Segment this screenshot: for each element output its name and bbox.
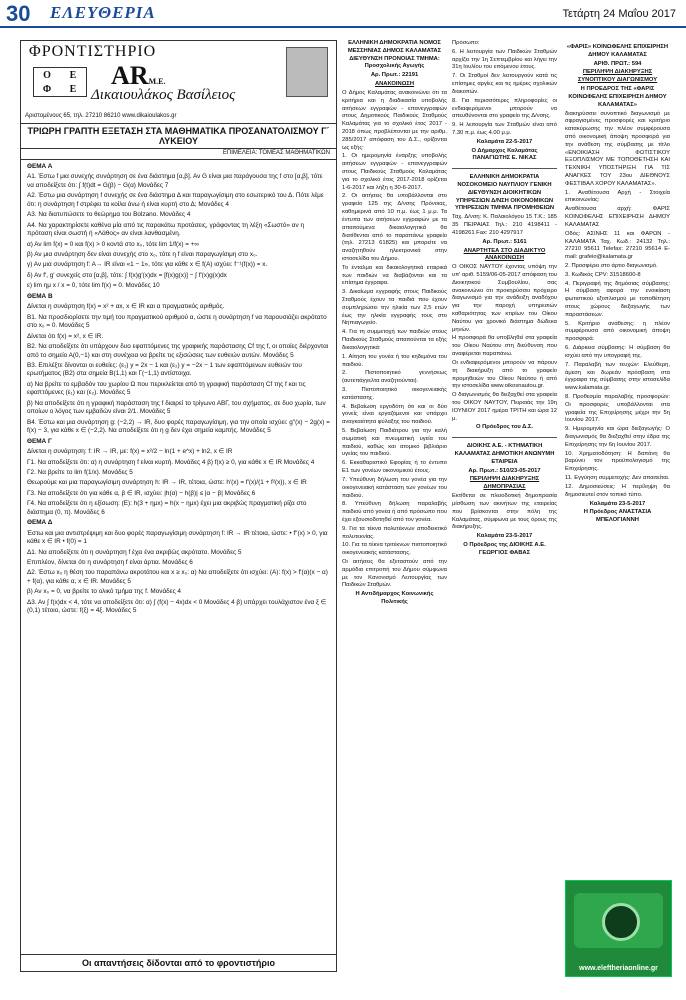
notice-paragraph: 6. Η λειτουργία των Παιδικών Σταθμών αρχίζει την 1η Σεπτεμβρίου και λήγει την 31η Ιουλίου του επόμενου έτους. <box>452 48 557 71</box>
notice-paragraph: Ταχ. Δ/νση: Κ. Παλαιολόγου 15 Τ.Κ.: 185 35 ΠΕΙΡΑΙΑΣ Τηλ.: 210 4198411 - 4198261 Fax: 210 4297917 <box>452 214 557 236</box>
notice-paragraph: 2. Οι αιτήσεις θα υποβάλλονται στο γραφείο 125 της Δ/νσης Πρόνοιας, καθημερινά από 10 π.μ. έως 1 μ.μ. Τα έντυπα των αιτήσεων εγγραφών με τα απαιτούμενα δικαιολογητικά θα διατίθενται από το παραπάνω γραφείο (τηλ. 27213 61825) και μπορείτε να αναζητηθούν ηλεκτρονικά στην ιστοσελίδα του Δήμου. <box>342 193 447 262</box>
notice-paragraph: ΠΕΡΙΛΗΨΗ ΔΙΑΚΗΡΥΞΗΣ ΣΥΝΟΠΤΙΚΟΥ ΔΙΑΓΩΝΙΣΜΟΥ <box>577 69 658 84</box>
exam-line: Επιπλέον, δίνεται ότι η συνάρτηση f είναι άρτια. Μονάδες 6 <box>27 559 193 567</box>
exam-line: α) Αν lim f(x) = 0 και f(x) > 0 κοντά στο x₀, τότε lim 1/f(x) = +∞ <box>27 240 200 248</box>
notice-paragraph: 1. Οι ημερομηνία έναρξης υποβολής αιτήσεων εγγραφών - επανεγγραφών στους Παιδικούς Σταθμούς Καλαμάτας για το σχολικό έτος 2017-2018 ορίζεται 1-6-2017 και λήξη η 30-6-2017. <box>342 153 447 191</box>
ad-header <box>21 41 336 124</box>
tutoring-ad <box>20 40 337 972</box>
exam-line: Α1. Έστω f μια συνεχής συνάρτηση σε ένα διάστημα [α,β]. Αν G είναι μια παράγουσα της f στο [α,β], τότε να αποδείξετε ότι: ∫ f(t)dt = G(β) − G(α) Μονάδες 7 <box>27 173 323 189</box>
notice-paragraph: ΑΝΑΚΟΙΝΩΣΗ <box>374 81 415 88</box>
exam-line: Β1. Να προσδιορίσετε την τιμή του πραγματικού αριθμού α, ώστε η συνάρτηση f να παρουσιάζει ακρότατο στο x₀ = 0. Μονάδες 5 <box>27 313 327 330</box>
masthead: ΕΛΕΥΘΕΡΙΑ <box>50 3 156 22</box>
brand-name: Δικαιουλάκος Βασίλειος <box>91 87 236 103</box>
ad-address: Αριστομένους 65, τηλ. 27210 86210 www.dikaioulakos.gr <box>25 113 177 120</box>
exam-line: ΘΕΜΑ Α <box>27 162 53 170</box>
notice-paragraph: 4. Για τη συμμετοχή των παιδιών στους Παιδικούς Σταθμούς απαιτούνται τα εξής δικαιολογητικά: <box>342 329 447 351</box>
notice-paragraph: 4. Βεβαίωση εργοδότη ότι και οι δύο γονείς είναι εργαζόμενοι και υπάρχει αναγκαιότητα φύλαξης του παιδιού. <box>342 403 447 426</box>
exam-line: β) Αν μια συνάρτηση δεν είναι συνεχής στο x₀, τότε η f είναι παραγωγίσιμη στο x₀. <box>27 250 258 258</box>
notice-paragraph: 11. Εγγύηση συμμετοχής: Δεν απαιτείται. <box>565 475 670 482</box>
notice-paragraph: 7. Οι Σταθμοί δεν λειτουργούν κατά τις επίσημες αργίες και τις ημέρες σχολικών διακοπών. <box>452 73 557 95</box>
page-number: 30 <box>6 1 31 26</box>
notice-paragraph: Ο διαγωνισμός θα διεξαχθεί στα γραφεία του ΟΙΚΟΥ ΝΑΥΤΟΥ, Πειραιάς την 19η ΙΟΥΝΙΟΥ 2017 ημέρα ΤΡΙΤΗ και ώρα 12 μ. <box>452 392 557 422</box>
exam-line: β) Να αποδείξετε ότι η γραφική παράσταση της f διαιρεί το τρίγωνο ΑΒΓ, του σχήματος, σε δυο χωρία, των οποίων ο λόγος των εμβαδών είναι 2/1. Μονάδες 5 <box>27 399 326 416</box>
exam-subtitle: ΕΠΙΜΕΛΕΙΑ: ΤΟΜΕΑΣ ΜΑΘΗΜΑΤΙΚΩΝ <box>21 149 336 160</box>
notice-paragraph: ΑΝΑΡΤΗΤΕΑ ΣΤΟ ΔΙΑΔΙΚΤΥΟ ΑΝΑΚΟΙΝΩΣΗ <box>463 247 546 262</box>
notice-paragraph: ΕΛΛΗΝΙΚΗ ΔΗΜΟΚΡΑΤΙΑ ΝΟΣΟΚΟΜΕΙΟ ΝΑΥΠΛΙΟΥ ΓΕΝΙΚΗ ΔΙΕΥΘΥΝΣΗ ΔΙΟΙΚΗΤΙΚΩΝ ΥΠΗΡΕΣΙΩΝ Δ/ΝΣΗ ΟΙΚΟΝΟΜΙΚΩΝ ΥΠΗΡΕΣΙΩΝ ΤΜΗΜΑ ΠΡΟΜΗΘΕΙΩΝ <box>454 174 555 212</box>
exam-line: β) Αν x₀ = 0, να βρείτε το ολικό τμήμα της f. Μονάδες 4 <box>27 588 181 596</box>
notice-paragraph: 8. Υπεύθυνη δήλωση παραλαβής παιδιού από γονέα ή από πρόσωπο που έχει εξουσιοδοτηθεί από τον γονέα. <box>342 501 447 523</box>
notice-paragraph: Αναθέτουσα αρχή: ΦΑΡΙΣ ΚΟΙΝΩΦΕΛΗΣ ΕΠΙΧΕΙΡΗΣΗ ΔΗΜΟΥ ΚΑΛΑΜΑΤΑΣ <box>565 206 670 228</box>
notice-paragraph: Καλαμάτα 23-5-2017 <box>589 500 646 507</box>
notice-paragraph: Οι αιτήσεις θα εξεταστούν από την αρμόδια επιτροπή του Δήμου σύμφωνα με τον Κανονισμό Λειτουργίας των Παιδικών Σταθμών. <box>342 559 447 589</box>
notice-paragraph: 9. Η λειτουργία των Σταθμών είναι από 7.30 π.μ. έως 4.00 μ.μ. <box>452 122 557 136</box>
notice-paragraph: Η Πρόεδρος ΑΝΑΣΤΑΣΙΑ ΜΠΕΛΟΓΙΑΝΝΗ <box>583 509 652 524</box>
notice-paragraph: ΠΕΡΙΛΗΨΗ ΔΙΑΚΗΡΥΞΗΣ ΔΗΜΟΠΡΑΣΙΑΣ <box>469 476 540 491</box>
notice-paragraph: Οι ενδιαφερόμενοι μπορούν να πάρουν τη διακήρυξη από το γραφείο προμηθειών του Οίκου Ναύτου ή από την ιστοσελίδα www.oikosnautou.gr. <box>452 359 557 390</box>
notice-paragraph: διακηρύσσει συνοπτικό διαγωνισμό με σφραγισμένες προσφορές και κριτήριο κατακύρωσης την πλέον συμφέρουσα από οικονομική άποψη προσφορά για την ανάθεση της σύμβασης με τίτλο «ΕΝΟΙΚΙΑΣΗ ΦΩΤΙΣΤΙΚΟΥ ΕΞΟΠΛΙΣΜΟΥ ΜΕ ΤΟΠΟΘΕΤΗΣΗ ΚΑΙ ΤΕΧΝΙΚΗ ΥΠΟΣΤΗΡΙΞΗ ΓΙΑ ΤΙΣ ΑΝΑΓΚΕΣ ΤΟΥ 23ου ΔΙΕΘΝΟΥΣ ΦΕΣΤΙΒΑΛ ΧΟΡΟΥ ΚΑΛΑΜΑΤΑΣ». <box>565 110 670 187</box>
exam-line: Έστω και μια αντιστρέψιμη και δυο φορές παραγωγίσιμη συνάρτηση f: IR → IR τέτοια, ώστε: • f″(x) > 0, για κάθε x ∈ IR • f(0) = 1 <box>27 529 328 546</box>
notice-paragraph: Η προσφορά θα υποβληθεί στα γραφεία του Οίκου Ναύτου στη διεύθυνση που αναφέρεται παραπάνω. <box>452 335 557 358</box>
notice-paragraph: 4. Περιγραφή της δημόσιας σύμβασης: Η σύμβαση αφορά την ενοικίαση φωτιστικού εξοπλισμού με τοποθέτηση στους χώρους διεξαγωγής των παραστάσεων. <box>565 280 670 318</box>
notice-paragraph: Καλαμάτα 23-5-2017 <box>476 533 533 540</box>
exam-line: ΘΕΜΑ Β <box>27 292 53 300</box>
notice-paragraph: Ο Πρόεδρος της ΔΙΟΙΚΗΣ Α.Ε. ΓΕΩΡΓΙΟΣ ΦΑΒΑΣ <box>463 541 546 556</box>
exam-body <box>21 160 336 621</box>
logo-cell: Φ <box>42 83 52 95</box>
notice-paragraph: Οδός: ΑΣΙΝΗΣ 11 και ΦΑΡΩΝ - ΚΑΛΑΜΑΤΑ Ταχ. Κωδ.: 24132 Τηλ.: 27210 95611 Telefax: 27210 95614 E-mail: grafeio@kalamata.gr <box>565 230 670 261</box>
divider <box>452 168 557 169</box>
exam-line: Γ4. Να αποδείξετε ότι η εξίσωση: (Ε): h(3 + ημx) = h(x − ημx) έχει μια ακριβώς πραγματική ρίζα στο διάστημα (0, π). Μονάδες 6 <box>27 500 307 516</box>
teacher-photo <box>286 47 328 97</box>
notice-paragraph: 5. Βεβαίωση Παιδιάτρου για την καλή σωματική και πνευματική υγεία του παιδιού, καθώς και ατομικό βιβλιάριο υγείας του παιδιού. <box>342 428 447 458</box>
exam-line: ΘΕΜΑ Δ <box>27 519 53 527</box>
notice-paragraph: 10. Για τα τέκνα τριτέκνων πιστοποιητικό οικογενειακής κατάστασης. <box>342 542 447 557</box>
exam-line: ε) lim ημ x / x = 0, τότε lim f(x) = 0. Μονάδες 10 <box>27 282 160 290</box>
exam-line: Β3. Επιλέξτε δίνονται οι ευθείες: (ε₁) y = 2x − 1 και (ε₂) y = −2x − 1 των εφαπτόμενων ευθειών του ερωτήματος (Β2) στα σημεία Β(1,1) και Γ(−1,1) αντίστοιχα. <box>27 361 302 378</box>
notice-paragraph: 7. Υπεύθυνη δήλωση του γονέα για την οικογενειακή κατάσταση των γονέων του παιδιού. <box>342 476 447 499</box>
exam-line: ΘΕΜΑ Γ <box>27 437 52 445</box>
notice-paragraph: 10. Χρηματοδότηση: Η δαπάνη θα βαρύνει τον προϋπολογισμό της Επιχείρησης. <box>565 450 670 473</box>
notice-paragraph: 2. Πιστοποιητικό γεννήσεως (αυτεπάγγελτα αναζητούνται). <box>342 370 447 385</box>
notice-paragraph: ΑΡΙΘ. ΠΡΩΤ.: 594 <box>593 60 642 67</box>
notice-paragraph: 8. Προθεσμία παραλαβής προσφορών: Οι προσφορές υποβάλλονται στα γραφεία της Επιχείρησης μέχρι την 5η Ιουνίου 2017. <box>565 393 670 424</box>
exam-line: Δ3. Αν ∫ f(x)dx < 4, τότε να αποδείξετε ότι: α) ∫ (f(x) − 4x)dx < 0 Μονάδες 4 β) υπάρχει τουλάχιστον ένα ξ ∈ (0,1) τέτοιο, ώστε: f(ξ) = 4ξ. Μονάδες 5 <box>27 598 327 615</box>
notice-paragraph: Καλαμάτα 22-5-2017 <box>476 138 533 145</box>
notice-paragraph: 1. Αναθέτουσα Αρχή - Στοιχεία επικοινωνίας: <box>565 189 670 204</box>
ad-footer: Οι απαντήσεις δίδονται από το φροντιστήριο <box>21 954 336 971</box>
exam-line: α) Να βρείτε το εμβαδόν του χωρίου Ω που περικλείεται από τη γραφική παράσταση Cf της f και τις εφαπτόμενες (ε₁) και (ε₂). Μονάδες 5 <box>27 380 306 397</box>
notice-paragraph: 6. Εκκαθαριστικό Εφορίας ή το έντυπο Ε1 των γονέων οικονομικού έτους. <box>342 460 447 475</box>
exam-line: Γ3. Να αποδείξετε ότι για κάθε α, β ∈ IR, ισχύει: |h(α) − h(β)| ≤ |α − β| Μονάδες 6 <box>27 489 256 497</box>
notice-paragraph: 6. Διάρκεια σύμβασης: Η σύμβαση θα ισχύει από την υπογραφή της. <box>565 345 670 359</box>
exam-line: Δ2. Έστω x₀ η θέση του παραπάνω ακροτάτου και x ≥ x₀: α) Να αποδείξετε ότι ισχύει: (Α): f(x) > f′(α)(x − α) + f(α), για κάθε α, x ∈ IR. Μονάδες 5 <box>27 569 328 585</box>
notice-paragraph: Η Αντιδήμαρχος Κοινωνικής Πολιτικής <box>355 591 434 606</box>
exam-line: Α4. Να χαρακτηρίσετε καθένα μία από τις παρακάτω προτάσεις, γράφοντας τη λέξη «Σωστό» αν η πρόταση είναι σωστή ή «Λάθος» αν είναι λανθασμένη. <box>27 221 305 238</box>
column-notices-1 <box>342 40 447 970</box>
exam-line: Α3. Να διατυπώσετε το θεώρημα του Bolzano. Μονάδες 4 <box>27 211 191 219</box>
notice-paragraph: 12. Δημοσιεύσεις: Η περίληψη θα δημοσιευτεί στον τοπικό τύπο. <box>565 483 670 498</box>
notice-paragraph: Αρ. Πρωτ.: 22191 <box>370 72 419 79</box>
exam-line: Θεωρούμε και μια παραγωγίσιμη συνάρτηση h: IR → IR, τέτοια, ώστε: h′(x) = f′(x)/(1 + f²(x)), x ∈ IR <box>27 479 307 487</box>
exam-line: Α2. Έστω μια συνάρτηση f συνεχής σε ένα διάστημα Δ και παραγωγίσιμη στο εσωτερικό του Δ. Πότε λέμε ότι: η συνάρτηση f στρέφει τα κοίλα άνω ή είναι κυρτή στο Δ; Μονάδες 4 <box>27 192 324 208</box>
exam-line: Β2. Να αποδείξετε ότι υπάρχουν δυο εφαπτόμενες της γραφικής παράστασης Cf της f, οι οποίες διέρχονται από το σημείο Α(0,−1) και στη συνέχεια να βρείτε τις εξισώσεις των ευθειών αυτών. Μονάδες 5 <box>27 343 329 359</box>
notice-paragraph: Πρόσωπο: <box>452 40 480 46</box>
exam-line: Δίνεται η συνάρτηση f(x) = x² + αx, x ∈ IR και α πραγματικός αριθμός. <box>27 303 225 311</box>
eleftheria-online-banner[interactable] <box>565 880 672 977</box>
divider <box>452 437 557 438</box>
logo-cell: Ο <box>43 69 51 81</box>
exam-line: Δίνεται ότι f(x) = x², x ∈ IR. <box>27 332 104 340</box>
exam-line: Γ1. Να αποδείξετε ότι: α) η συνάρτηση f είναι κυρτή. Μονάδες 4 β) f(x) ≥ 0, για κάθε x ∈ IR Μονάδες 4 <box>27 458 315 466</box>
notice-paragraph: 3. Πιστοποιητικό οικογενειακής κατάστασης. <box>342 386 447 401</box>
notice-paragraph: Εκτίθεται σε πλειοδοτική δημοπρασία μίσθωση των ακινήτων της εταιρείας που βρίσκονται στην πόλη της Καλαμάτας, σύμφωνα με τους όρους της διακήρυξης. <box>452 493 557 531</box>
notice-paragraph: Αρ. Πρωτ.: 5161 <box>482 238 527 245</box>
notice-paragraph: Η ΠΡΟΕΔΡΟΣ ΤΗΣ «ΦΑΡΙΣ ΚΟΙΝΩΦΕΛΗΣ ΕΠΙΧΕΙΡΗΣΗ ΔΗΜΟΥ ΚΑΛΑΜΑΤΑΣ» <box>568 86 667 108</box>
exam-line: Β4. Έστω και μια συνάρτηση g: (−2,2) → IR, δυο φορές παραγωγίσιμη, για την οποία ισχύει: g″(x) − 2g(x) = f(x) − 3, για κάθε x ∈ (−2,2). Να αποδείξετε ότι η g δεν έχει σημεία καμπής. Μονάδες 5 <box>27 418 330 435</box>
exam-line: γ) Αν μια συνάρτηση f: A→ IR είναι «1 − 1», τότε για κάθε x ∈ f(A) ισχύει: f⁻¹(f(x)) = x. <box>27 261 268 269</box>
notice-paragraph: 5. Κριτήριο ανάθεσης: η πλέον συμφέρουσα από οικονομική άποψη προσφορά. <box>565 320 670 343</box>
column-notices-3 <box>565 40 670 875</box>
exam-line: Δ1. Να αποδείξετε ότι η συνάρτηση f έχει ένα ακριβώς ακρότατο. Μονάδες 5 <box>27 548 242 556</box>
camera-lens-icon <box>602 903 640 941</box>
oefe-logo <box>33 67 87 97</box>
logo-cell: Ε <box>69 83 77 95</box>
notice-paragraph: 1. Αίτηση του γονέα ή του κηδεμόνα του παιδιού. <box>342 353 447 368</box>
notice-paragraph: 2. Προσφέρει στο άρτιο διαγωνισμό. <box>565 262 658 269</box>
column-notices-2 <box>452 40 557 970</box>
banner-url: www.eleftheriaonline.gr <box>579 965 658 972</box>
exam-line: Δίνεται η συνάρτηση: f: IR → IR, με: f(x) = x²/2 − ln(1 + e^x) + ln2, x ∈ IR <box>27 448 233 456</box>
notice-paragraph: 3. Δικαίωμα εγγραφής στους Παιδικούς Σταθμούς έχουν τα παιδιά που έχουν συμπληρώσει την ηλικία των 2,5 ετών έως την ηλικία εγγραφής τους στο Νηπιαγωγείο. <box>342 289 447 327</box>
notice-paragraph: Ο Πρόεδρος του Δ.Σ. <box>475 424 534 431</box>
issue-date: Τετάρτη 24 Μαΐου 2017 <box>562 8 676 20</box>
brand-mark: ARΜ.Ε. <box>111 61 166 90</box>
ad-front-label: ΦΡΟΝΤΙΣΤΗΡΙΟ <box>29 43 157 60</box>
notice-paragraph: Ο ΟΙΚΟΣ ΝΑΥΤΟΥ έχοντας υπόψη την υπ' αριθ. 5159/06-05-2017 απόφαση του Διοικητικού Συμβουλίου, σας ανακοινώνει ότι προκηρύσσει πρόχειρο διαγωνισμό για την ανάδειξη αναδόχου για την παροχή υπηρεσιών καθαριότητας των κτιρίων του Οίκου Ναύτου για χρονικό διάστημα δώδεκα μηνών. <box>452 264 557 333</box>
notice-paragraph: Αρ. Πρωτ.: 510/23-05-2017 <box>468 467 541 474</box>
page-header <box>0 0 686 28</box>
exam-title: ΤΡΙΩΡΗ ΓΡΑΠΤΗ ΕΞΕΤΑΣΗ ΣΤΑ ΜΑΘΗΜΑΤΙΚΑ ΠΡΟΣΑΝΑΤΟΛΙΣΜΟΥ Γ΄ ΛΥΚΕΙΟΥ <box>21 124 336 149</box>
exam-line: δ) Αν f′, g′ συνεχείς στο [α,β], τότε: ∫ f(x)g′(x)dx = [f(x)g(x)] − ∫ f′(x)g(x)dx <box>27 271 227 279</box>
notice-paragraph: 9. Για τα τέκνα πολυτέκνων αποδεικτικό πολυτεκνίας. <box>342 525 447 540</box>
notice-paragraph: 3. Κωδικός CPV: 31518600-8 <box>565 271 641 278</box>
notice-paragraph: 9. Ημερομηνία και ώρα διεξαγωγής: Ο διαγωνισμός θα διεξαχθεί στην έδρα της Επιχείρησης την 6η Ιουνίου 2017. <box>565 426 670 448</box>
notice-paragraph: ΔΙΟΙΚΗΣ Α.Ε. - ΚΤΗΜΑΤΙΚΗ ΚΑΛΑΜΑΤΑΣ ΔΗΜΟΤΙΚΗ ΑΝΩΝΥΜΗ ΕΤΑΙΡΕΙΑ <box>454 443 555 465</box>
notice-paragraph: Ο Δήμος Καλαμάτας ανακοινώνει ότι τα κριτήρια και η διαδικασία υποβολής αιτήσεων εγγραφών - επανεγγραφών στους Δημοτικούς Παιδικούς Σταθμούς Καλαμάτας για το σχολικό έτος 2017 - 2018 όπως προβλέπονται με την αριθμ. 285/2017 απόφαση του Δ.Σ., ορίζονται ως εξής: <box>342 89 447 151</box>
notice-paragraph: Το ένταλμα και δικαιολογητικά εταιρικά των παιδιών να διαβάζονται και τα επίσημα έγγραφα. <box>342 264 447 287</box>
exam-line: Γ2. Να βρείτε το lim f(1/x). Μονάδες 5 <box>27 468 133 476</box>
notice-paragraph: 7. Παραλαβή των τευχών: Ελεύθερη, άμεση και δωρεάν πρόσβαση στα έγγραφα της σύμβασης στην ιστοσελίδα www.kalamata.gr. <box>565 361 670 392</box>
notice-paragraph: ΕΛΛΗΝΙΚΗ ΔΗΜΟΚΡΑΤΙΑ ΝΟΜΟΣ ΜΕΣΣΗΝΙΑΣ ΔΗΜΟΣ ΚΑΛΑΜΑΤΑΣ ΔΙΕΥΘΥΝΣΗ ΠΡΟΝΟΙΑΣ ΤΜΗΜΑ: Προσχολικής Αγωγής <box>347 40 442 70</box>
logo-cell: Ε <box>69 69 77 81</box>
notice-paragraph: 8. Για περισσότερες πληροφορίες οι ενδιαφερόμενοι μπορούν να απευθύνονται στο γραφείο της Δ/νσης. <box>452 97 557 120</box>
notice-paragraph: «ΦΑΡΙΣ» ΚΟΙΝΩΦΕΛΗΣ ΕΠΙΧΕΙΡΗΣΗ ΔΗΜΟΥ ΚΑΛΑΜΑΤΑΣ <box>566 44 669 58</box>
notice-paragraph: Ο Δήμαρχος Καλαμάτας ΠΑΝΑΓΙΩΤΗΣ Ε. ΝΙΚΑΣ <box>471 147 538 162</box>
